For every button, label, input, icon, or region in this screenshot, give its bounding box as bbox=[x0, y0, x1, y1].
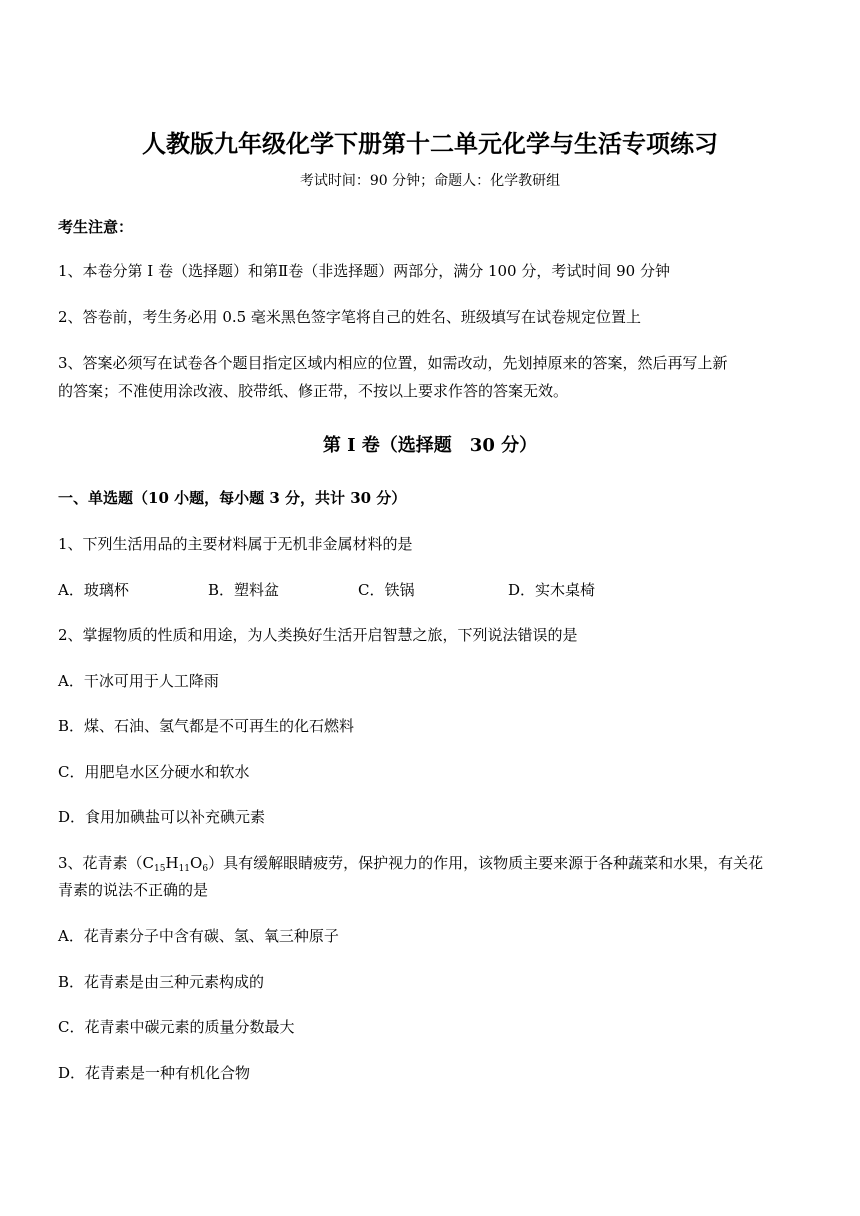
option-a: A．玻璃杯 bbox=[58, 581, 129, 599]
option-c: C．用肥皂水区分硬水和软水 bbox=[58, 763, 250, 781]
notice-item: 1、本卷分第 I 卷（选择题）和第Ⅱ卷（非选择题）两部分，满分 100 分，考试时间 90 分钟 bbox=[58, 262, 670, 280]
exam-info: 考试时间：90 分钟；命题人：化学教研组 bbox=[299, 173, 561, 189]
option-d: D．花青素是一种有机化合物 bbox=[58, 1064, 251, 1082]
question-stem: 2、掌握物质的性质和用途，为人类换好生活开启智慧之旅，下列说法错误的是 bbox=[58, 626, 578, 644]
option-d: D．实木桌椅 bbox=[508, 581, 596, 599]
question-stem-continued: 青素的说法不正确的是 bbox=[58, 881, 209, 899]
option-d: D．食用加碘盐可以补充碘元素 bbox=[58, 808, 266, 826]
chemical-formula: $C_{15}H_{11}O_6$ bbox=[142, 854, 209, 874]
option-a: A．花青素分子中含有碳、氢、氧三种原子 bbox=[58, 927, 339, 945]
option-a: A．干冰可用于人工降雨 bbox=[58, 672, 219, 690]
notice-heading: 考生注意： bbox=[58, 218, 134, 236]
question-stem: 1、下列生活用品的主要材料属于无机非金属材料的是 bbox=[58, 535, 413, 553]
part-title: 一、单选题（10 小题，每小题 3 分，共计 30 分） bbox=[58, 489, 407, 507]
notice-item-continued: 的答案；不准使用涂改液、胶带纸、修正带，不按以上要求作答的答案无效。 bbox=[58, 382, 569, 400]
page-title: 人教版九年级化学下册第十二单元化学与生活专项练习 bbox=[142, 129, 718, 158]
notice-item: 3、答案必须写在试卷各个题目指定区域内相应的位置，如需改动，先划掉原来的答案，然后再写上新 bbox=[58, 354, 728, 372]
stem-prefix: 3、花青素（ bbox=[58, 854, 143, 872]
option-b: B．花青素是由三种元素构成的 bbox=[58, 973, 265, 991]
stem-suffix: ）具有缓解眼睛疲劳，保护视力的作用，该物质主要来源于各种蔬菜和水果，有关花 bbox=[208, 854, 764, 872]
option-c: C．铁锅 bbox=[358, 581, 415, 599]
section-title: 第 I 卷（选择题 30 分） bbox=[322, 435, 538, 456]
option-b: B．塑料盆 bbox=[208, 581, 280, 599]
option-b: B．煤、石油、氢气都是不可再生的化石燃料 bbox=[58, 717, 355, 735]
option-row bbox=[58, 579, 595, 601]
option-c: C．花青素中碳元素的质量分数最大 bbox=[58, 1018, 295, 1036]
notice-item: 2、答卷前，考生务必用 0.5 毫米黑色签字笔将自己的姓名、班级填写在试卷规定位置上 bbox=[58, 308, 641, 326]
question-stem bbox=[58, 852, 763, 874]
